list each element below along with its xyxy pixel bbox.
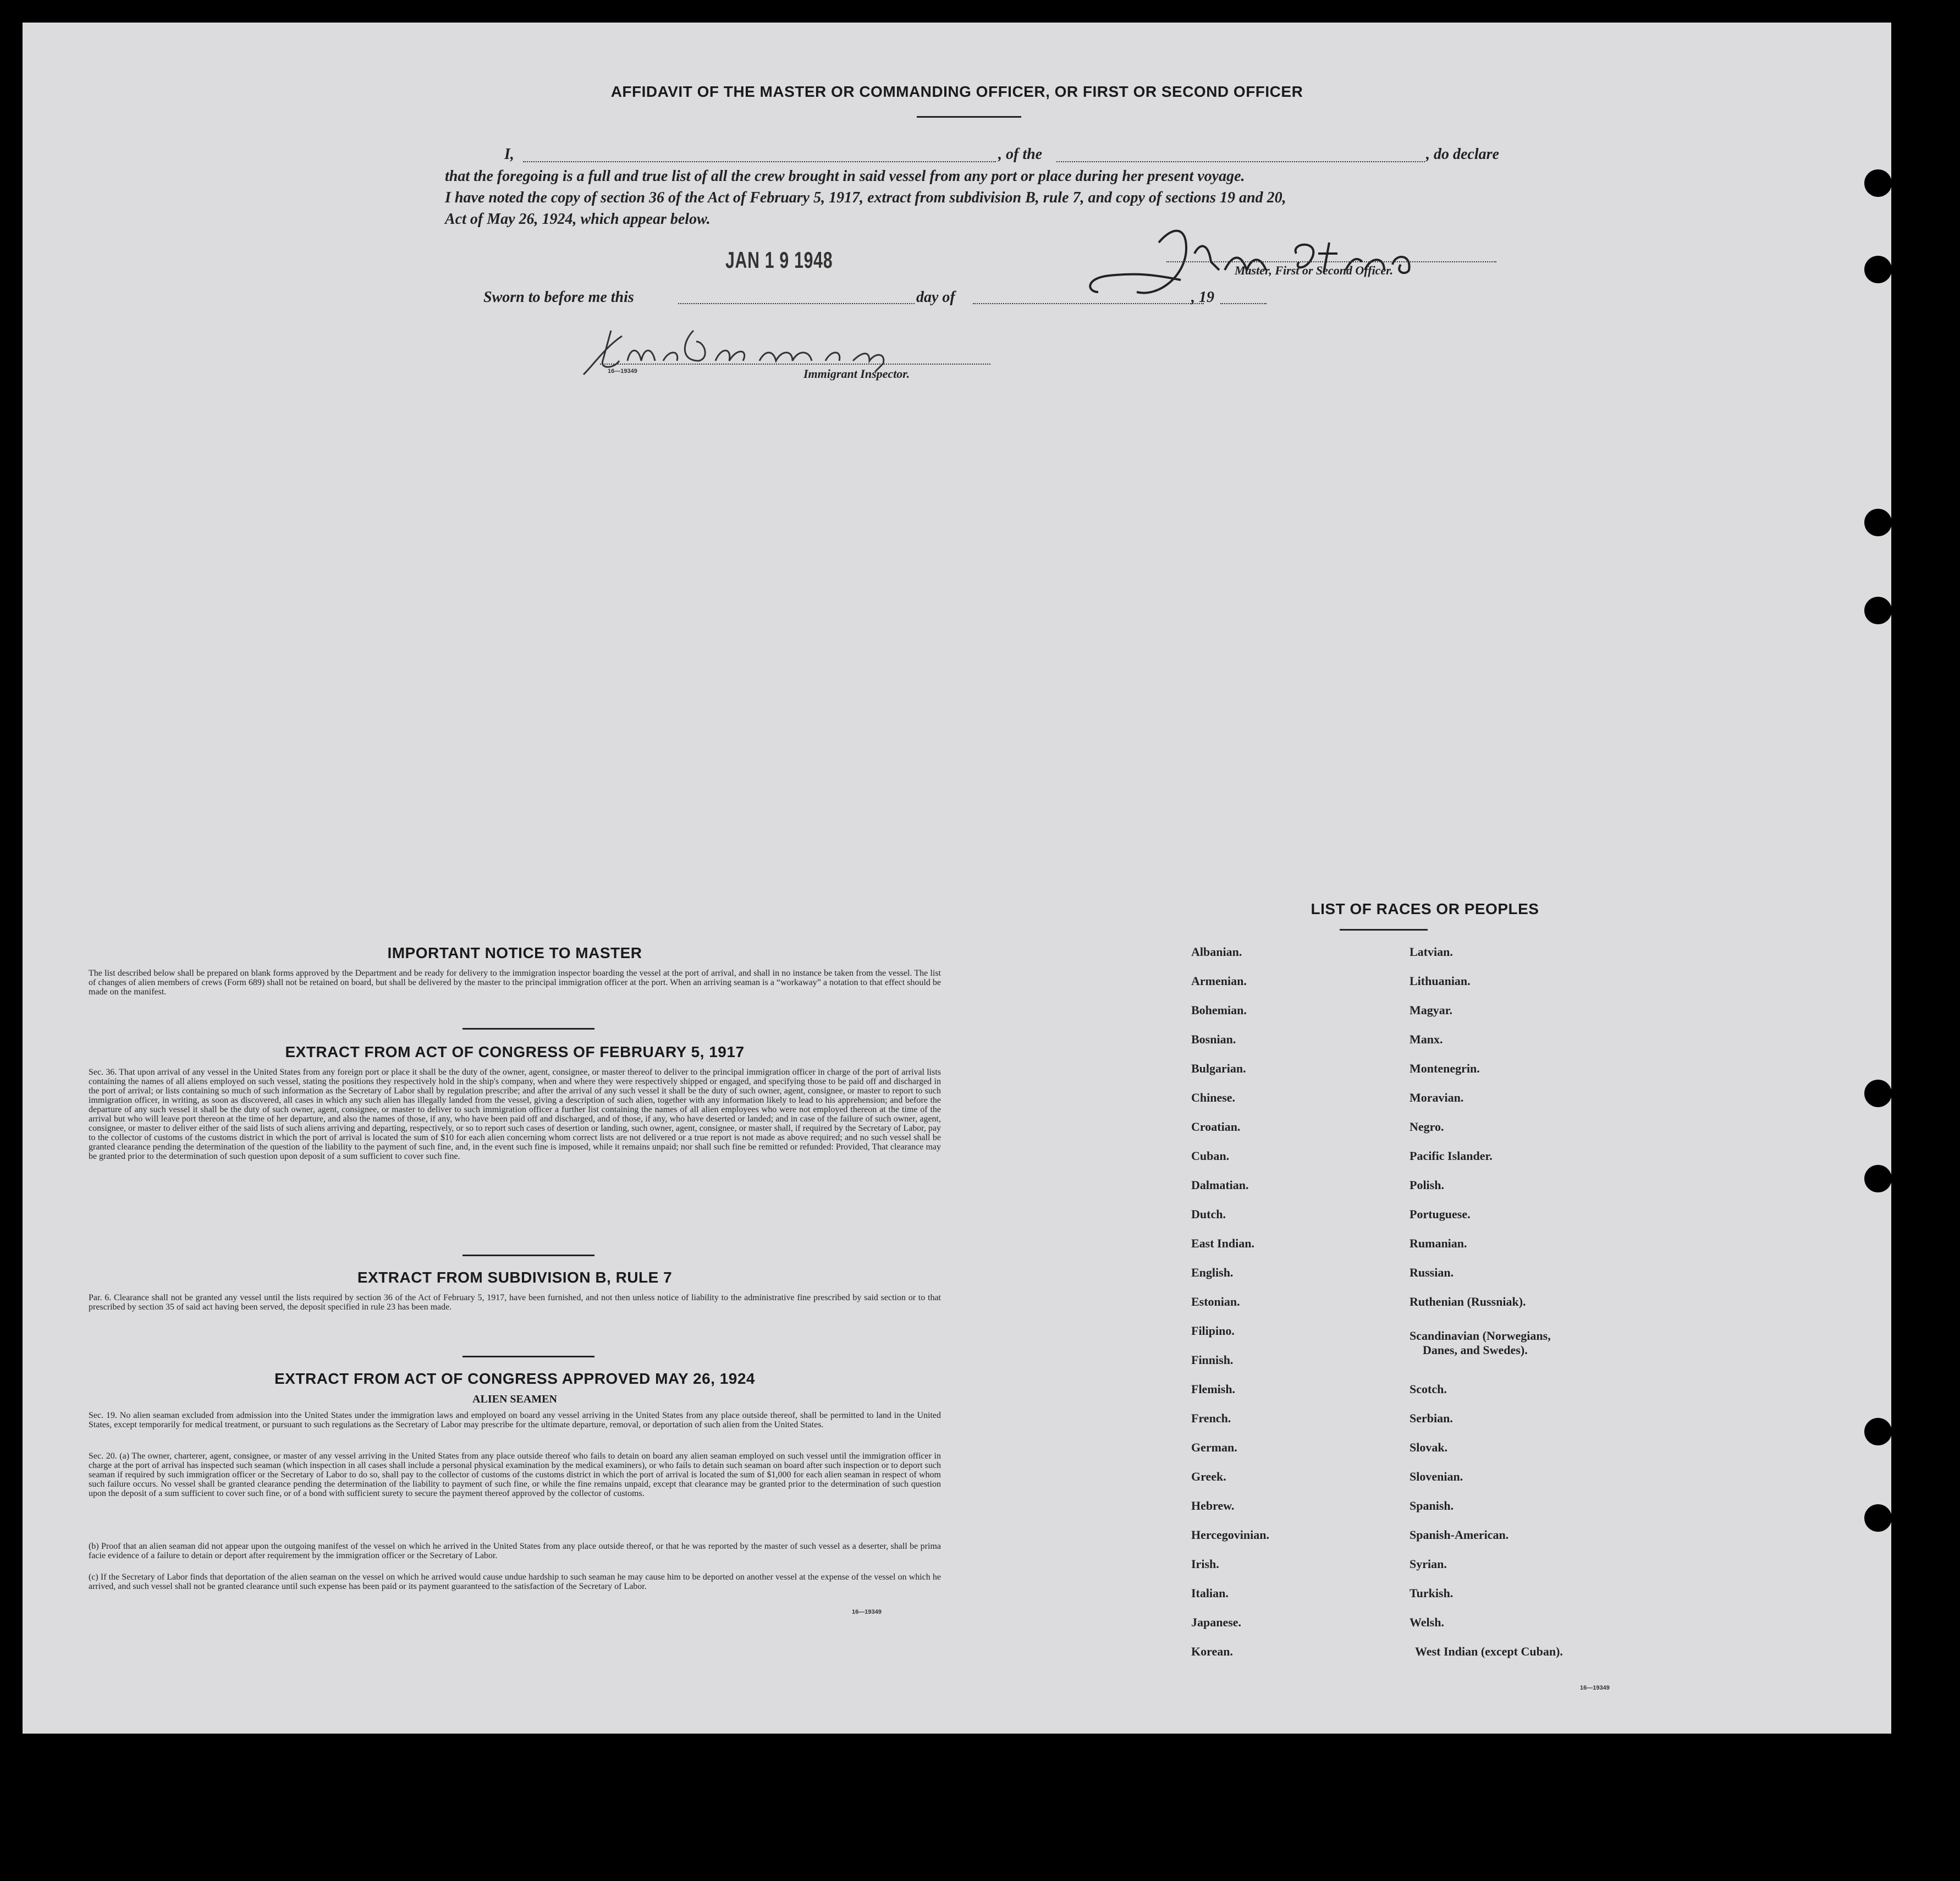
race-entry: Estonian. (1191, 1295, 1240, 1308)
affidavit-title: AFFIDAVIT OF THE MASTER OR COMMANDING OFFICER, OR FIRST OR SECOND OFFICER (610, 83, 1303, 100)
sworn-day-field[interactable] (678, 303, 915, 304)
race-entry: Syrian. (1410, 1557, 1447, 1571)
sworn-year-label: , 19 (1191, 289, 1214, 306)
race-entry: Flemish. (1191, 1382, 1236, 1396)
race-entry: Negro. (1410, 1120, 1444, 1134)
race-entry: Scotch. (1410, 1382, 1447, 1396)
race-entry: Bohemian. (1191, 1003, 1247, 1017)
notice-text: The list described below shall be prepared on blank forms approved by the Department and be ready for delivery to the immigration inspector boarding the vessel at the port of arrival, and shall in no instance be taken from the vessel. The list of changes of alien members of crews (Form 689) shall not be retained on board, but shall be delivered by the master to the principal immigration officer at the port. When an arriving seaman is a “workaway” a notation to that effect should be made on the manifest. (89, 969, 941, 997)
races-form-number: 16—19349 (1580, 1685, 1610, 1691)
race-entry: German. (1191, 1440, 1237, 1454)
race-entry: Korean. (1191, 1645, 1233, 1658)
sec20b-text: (b) Proof that an alien seaman did not appear upon the outgoing manifest of the vessel on which he arrived in the United States from any place outside thereof, or that he was reported by the master of such vessel as a deserter, shall be prima facie evidence of a failure to detain or deport after requirement by the immigration officer or the Secretary of Labor. (89, 1542, 941, 1560)
race-entry: Manx. (1410, 1032, 1443, 1046)
race-entry: Greek. (1191, 1470, 1226, 1483)
race-entry: Latvian. (1410, 945, 1453, 959)
title-divider (917, 116, 1021, 118)
race-entry: Croatian. (1191, 1120, 1241, 1134)
sec19-text: Sec. 19. No alien seaman excluded from admission into the United States under the immigration laws and employed on board any vessel arriving in the United States from any place outside thereof, shall be permitted to land in the United States, except temporarily for medical treatment, or pursuant to such regulations as the Secretary of Labor may prescribe for the ultimate departure, removal, or deportation of such alien from the United States. (89, 1411, 941, 1429)
affidavit-form-number: 16—19349 (608, 368, 637, 375)
sworn-text: Sworn to before me this (483, 289, 634, 306)
race-entry: Cuban. (1191, 1149, 1230, 1163)
punch-hole (1864, 1080, 1892, 1107)
sworn-day-label: day of (916, 289, 955, 306)
master-label: Master, First or Second Officer. (1235, 263, 1394, 277)
sec20c-text: (c) If the Secretary of Labor finds that deportation of the alien seaman on the vessel on which he arrived would cause undue hardship to such seaman he may cause him to be deported on another vessel at the expense of the vessel on which he arrived, and such vessel shall not be granted clearance until such expense has been paid or its payment guaranteed to the satisfaction of the Secretary of Labor. (89, 1572, 941, 1591)
race-entry: Bosnian. (1191, 1032, 1236, 1046)
race-entry: East Indian. (1191, 1236, 1254, 1250)
race-entry: Russian. (1410, 1266, 1454, 1279)
punch-hole (1864, 597, 1892, 624)
divider (463, 1356, 594, 1357)
race-entry: Finnish. (1191, 1353, 1234, 1367)
race-entry: Albanian. (1191, 945, 1242, 959)
race-entry: West Indian (except Cuban). (1415, 1645, 1563, 1658)
race-entry: Slovak. (1410, 1440, 1448, 1454)
inspector-label: Immigrant Inspector. (803, 367, 910, 381)
race-entry: Turkish. (1410, 1586, 1454, 1600)
inspector-signature-line (600, 364, 990, 365)
affidavit-line1-mid: , of the (998, 146, 1043, 163)
race-entry: Danes, and Swedes). (1423, 1343, 1528, 1357)
sworn-month-field[interactable] (973, 303, 1204, 304)
punch-hole (1864, 509, 1892, 536)
race-entry: Slovenian. (1410, 1470, 1463, 1483)
race-entry: Bulgarian. (1191, 1062, 1246, 1075)
race-entry: Italian. (1191, 1586, 1229, 1600)
extract-1917-title: EXTRACT FROM ACT OF CONGRESS OF FEBRUARY 5, 1917 (285, 1043, 745, 1060)
race-entry: Welsh. (1410, 1615, 1444, 1629)
race-entry: Spanish-American. (1410, 1528, 1509, 1542)
race-entry: Filipino. (1191, 1324, 1235, 1338)
affidavit-line1-start: I, (504, 146, 514, 163)
affidavit-line3: I have noted the copy of section 36 of the Act of February 5, 1917, extract from subdivision B, rule 7, and copy of sections 19 and 20, (445, 189, 1286, 206)
punch-hole (1864, 1504, 1892, 1532)
race-entry: Irish. (1191, 1557, 1219, 1571)
punch-hole (1864, 1418, 1892, 1445)
affidavit-line4: Act of May 26, 1924, which appear below. (445, 211, 711, 228)
race-entry: Dutch. (1191, 1207, 1226, 1221)
sec20a-text: Sec. 20. (a) The owner, charterer, agent, consignee, or master of any vessel arriving in the United States from any place outside thereof who fails to detain on board any alien seaman employed on such vessel until the immigration officer in charge at the port of arrival has inspected such seaman (which inspection in all cases shall include a personal physical examination by the medical examiners), or who fails to detain such seaman on board after such inspection or to deport such seaman if required by such immigration officer or the Secretary of Labor to do so, shall pay to the collector of customs of the customs district in which the port of arrival is located the sum of $1,000 for each alien seaman in respect of whom such failure occurs. No vessel shall be granted clearance pending the determination of the liability to payment of such fine, or while the fine remains unpaid, except that clearance may be granted prior to the determination of such question upon the deposit of a sum sufficient to cover such fine, or of a bond with sufficient surety to secure the payment thereof approved by the collector of customs. (89, 1451, 941, 1498)
rule7-title: EXTRACT FROM SUBDIVISION B, RULE 7 (357, 1269, 673, 1286)
extract-form-number: 16—19349 (852, 1609, 882, 1615)
race-entry: Spanish. (1410, 1499, 1454, 1513)
name-field[interactable] (523, 161, 996, 162)
master-signature-line (1166, 261, 1496, 262)
affidavit-line1-end: , do declare (1426, 146, 1499, 163)
date-stamp: JAN 1 9 1948 (725, 247, 833, 273)
race-entry: Serbian. (1410, 1411, 1453, 1425)
race-entry: English. (1191, 1266, 1234, 1279)
race-entry: Armenian. (1191, 974, 1247, 988)
race-entry: French. (1191, 1411, 1231, 1425)
extract-1924-title: EXTRACT FROM ACT OF CONGRESS APPROVED MAY 26, 1924 (274, 1370, 755, 1387)
punch-hole (1864, 256, 1892, 283)
race-entry: Chinese. (1191, 1091, 1236, 1104)
rule7-text: Par. 6. Clearance shall not be granted any vessel until the lists required by section 36 of the Act of February 5, 1917, have been furnished, and not then unless notice of liability to the administrative fine prescribed by said section or to that prescribed by section 35 of said act having been served, the deposit specified in rule 23 has been made. (89, 1293, 941, 1312)
race-entry: Hercegovinian. (1191, 1528, 1269, 1542)
extract-1917-text: Sec. 36. That upon arrival of any vessel in the United States from any foreign port or place it shall be the duty of the owner, agent, consignee, or master thereof to deliver to the principal immigration officer in charge of the port of arrival lists containing the names of all aliens employed on such vessel, stating the positions they respectively hold in the ship's company, when and where they were respectively shipped or engaged, and specifying those to be paid off and discharged in the port of arrival; or lists containing so much of such information as the Secretary of Labor shall by regulation prescribe; and after the arrival of any such vessel it shall be the duty of such owner, agent, consignee, or master to report to such immigration officer, in writing, as soon as discovered, all cases in which any such alien has illegally landed from the vessel, giving a description of such alien, together with any information likely to lead to his apprehension; and before the departure of any such vessel it shall be the duty of such owner, agent, consignee, or master to deliver to such immigration officer a further list containing the names of all alien employees who were not employed thereon at the time of the arrival but who will leave port thereon at the time of her departure, and also the names of those, if any, who have been paid off and discharged, and of those, if any, who have deserted or landed; and in case of the failure of such owner, agent, consignee, or master to deliver either of the said lists of such aliens arriving and departing, respectively, or so to report such cases of desertion or landing, such owner, agent, consignee, or master shall, if required by the Secretary of Labor, pay to the collector of customs of the customs district in which the port of arrival is located the sum of $10 for each alien concerning whom correct lists are not delivered or a true report is not made as above required; and no such vessel shall be granted clearance pending the determination of the question of the liability to the payment of such fine, and, in the event such fine is imposed, while it remains unpaid; nor shall such fine be remitted or refunded: Provided, That clearance may be granted prior to the determination of such question upon deposit of a sum sufficient to cover such fine. (89, 1068, 941, 1161)
divider (463, 1028, 594, 1030)
race-entry: Montenegrin. (1410, 1062, 1480, 1075)
race-entry: Hebrew. (1191, 1499, 1235, 1513)
race-entry: Portuguese. (1410, 1207, 1471, 1221)
vessel-field[interactable] (1056, 161, 1425, 162)
punch-hole (1864, 1165, 1892, 1192)
race-entry: Ruthenian (Russniak). (1410, 1295, 1526, 1308)
race-entry: Rumanian. (1410, 1236, 1467, 1250)
alien-seamen-subtitle: ALIEN SEAMEN (472, 1393, 557, 1405)
divider (463, 1255, 594, 1256)
race-entry: Polish. (1410, 1178, 1444, 1192)
document-page (23, 23, 1891, 1734)
race-entry: Dalmatian. (1191, 1178, 1249, 1192)
race-entry: Moravian. (1410, 1091, 1464, 1104)
race-entry: Japanese. (1191, 1615, 1242, 1629)
race-entry: Scandinavian (Norwegians, (1410, 1329, 1551, 1343)
master-signature (1076, 210, 1472, 309)
race-entry: Magyar. (1410, 1003, 1453, 1017)
races-divider (1340, 929, 1428, 931)
races-title: LIST OF RACES OR PEOPLES (1311, 900, 1539, 917)
notice-title: IMPORTANT NOTICE TO MASTER (387, 944, 642, 961)
affidavit-line2: that the foregoing is a full and true list of all the crew brought in said vessel from any port or place during her present voyage. (445, 168, 1245, 185)
punch-hole (1864, 169, 1892, 197)
race-entry: Pacific Islander. (1410, 1149, 1493, 1163)
sworn-year-field[interactable] (1220, 303, 1267, 304)
race-entry: Lithuanian. (1410, 974, 1471, 988)
